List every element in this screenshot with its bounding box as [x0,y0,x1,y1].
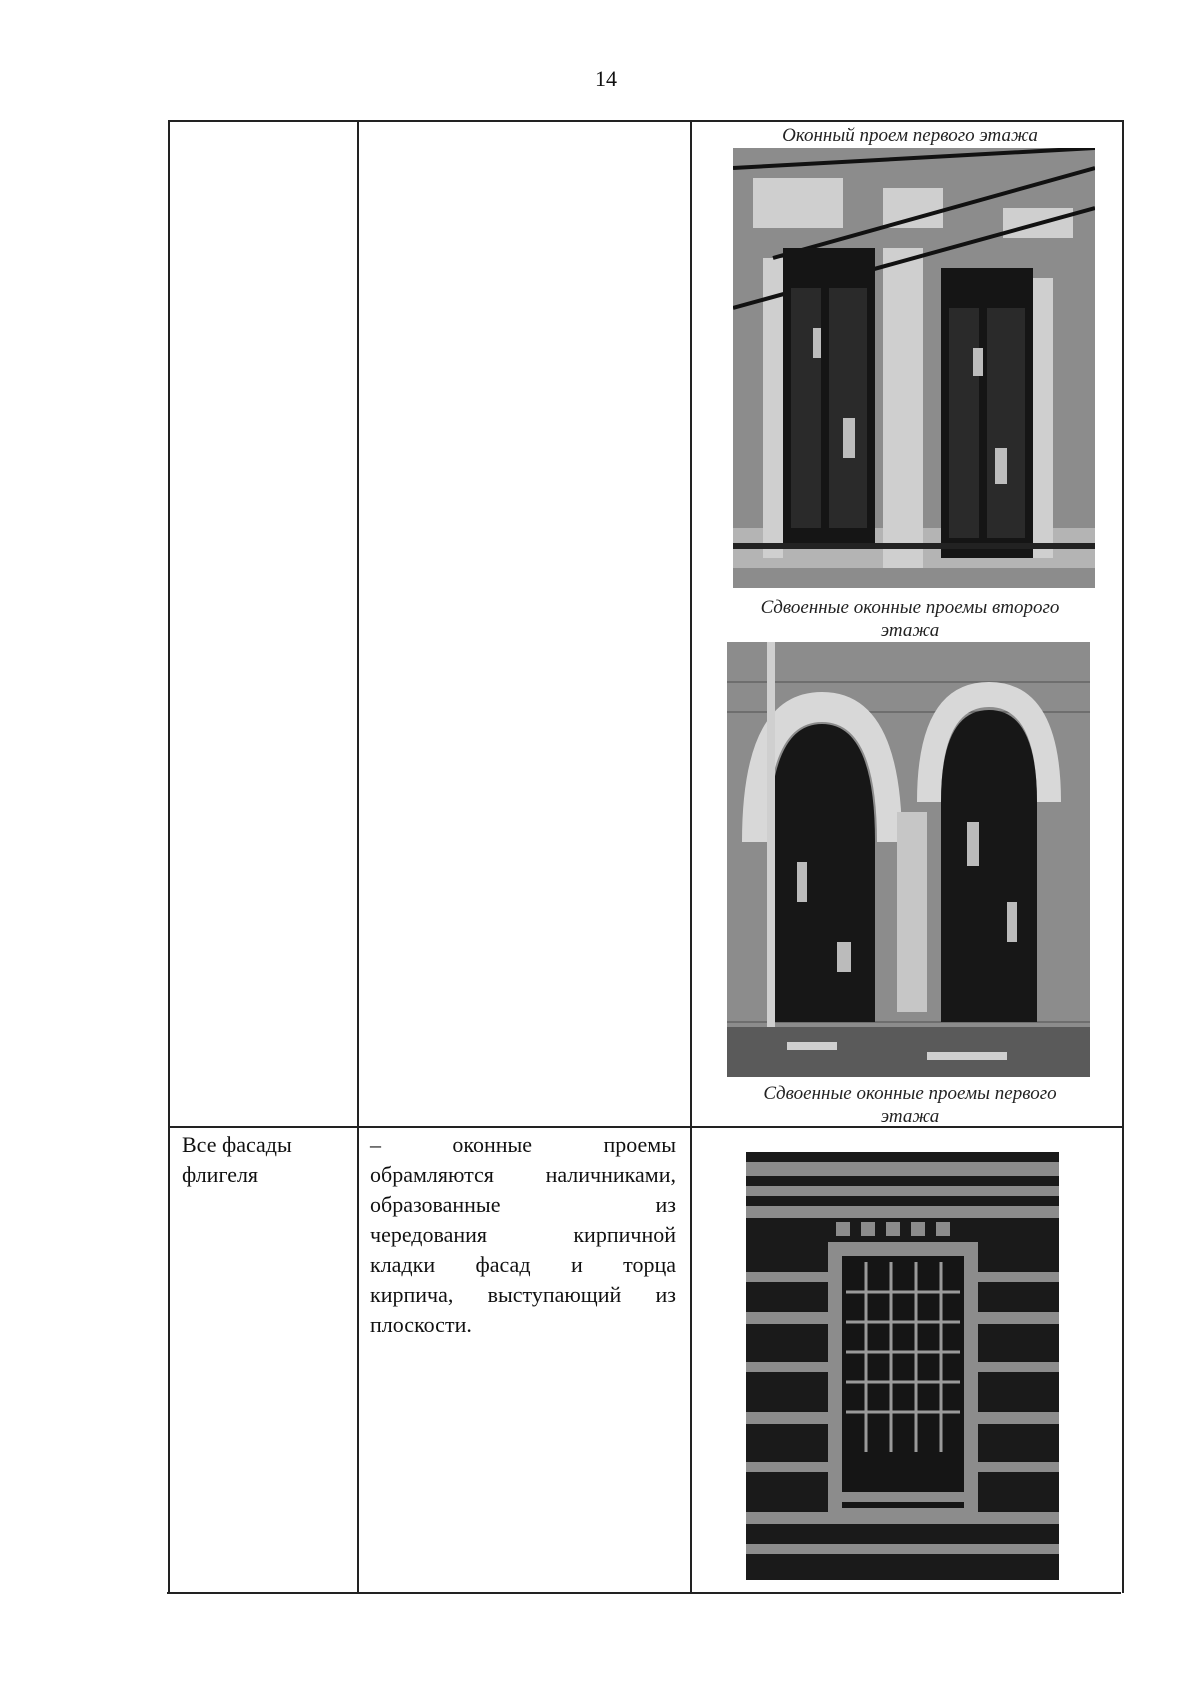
facade-label-line1: Все фасады [182,1132,292,1157]
caption-first-floor-window: Оконный проем первого этажа [782,125,1038,146]
caption-first-floor-double-line2: этажа [880,1106,940,1127]
table-right-border [1122,120,1124,1593]
table-col2-divider [690,120,692,1593]
description-line: образованные из [370,1192,676,1217]
table-top-border [169,120,1123,122]
table-col1-divider [357,120,359,1593]
description-line: обрамляются наличниками, [370,1162,676,1187]
photo-second-floor-double-windows [727,642,1090,1077]
caption-first-floor-double-line1: Сдвоенные оконные проемы первого [763,1083,1057,1104]
description-line: кирпича, выступающий из [370,1282,676,1307]
window-photo-graphic [733,148,1095,588]
table-left-border [168,120,170,1593]
description-line: кладки фасад и торца [370,1252,676,1277]
description-line: чередования кирпичной [370,1222,676,1247]
facade-label-line2: флигеля [182,1162,259,1187]
caption-second-floor-double-line1: Сдвоенные оконные проемы второго [760,597,1060,618]
description-line: плоскости. [370,1312,472,1337]
photo-wing-facade-window [746,1152,1059,1580]
photo-first-floor-window [733,148,1095,588]
facade-label [182,1130,342,1190]
facade-description [370,1130,676,1340]
description-line: – оконные проемы [370,1132,676,1157]
page-number: 14 [595,66,617,91]
wing-window-photo-graphic [746,1152,1059,1580]
caption-second-floor-double-line2: этажа [880,620,940,641]
arched-windows-photo-graphic [727,642,1090,1077]
table-bottom-border [167,1592,1121,1594]
